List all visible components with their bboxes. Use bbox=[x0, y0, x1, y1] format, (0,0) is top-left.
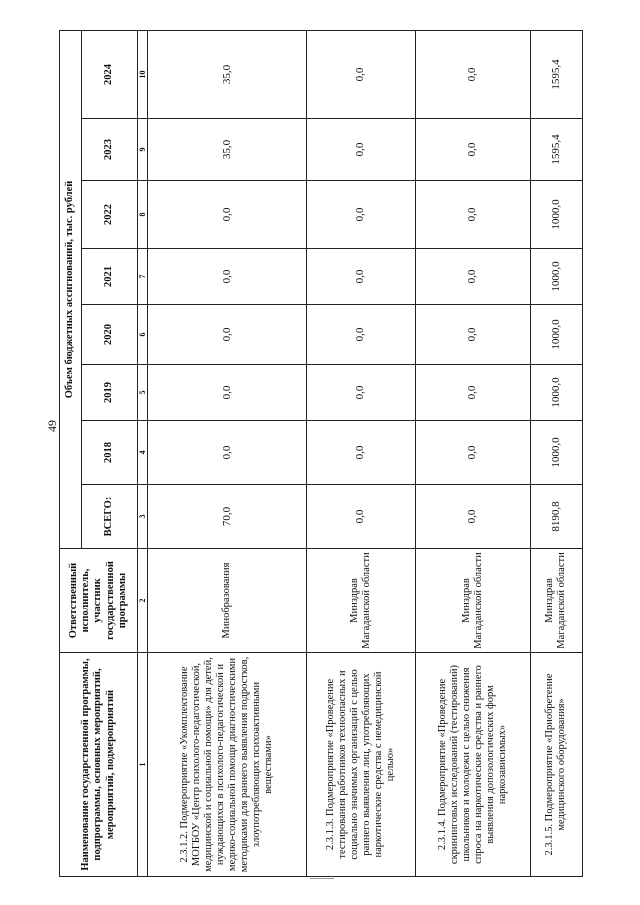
row-total: 8190,8 bbox=[530, 485, 582, 549]
footer-divider bbox=[310, 878, 334, 879]
col-number: 6 bbox=[138, 305, 148, 365]
header-year: 2018 bbox=[82, 421, 138, 485]
header-year: 2024 bbox=[82, 30, 138, 118]
row-value: 0,0 bbox=[415, 365, 530, 421]
column-number-row bbox=[138, 30, 148, 876]
row-value: 1000,0 bbox=[530, 181, 582, 249]
budget-table bbox=[59, 30, 583, 877]
row-total: 0,0 bbox=[306, 485, 415, 549]
table-row bbox=[306, 30, 415, 876]
row-executor: Минобразования bbox=[148, 549, 307, 653]
row-value: 1000,0 bbox=[530, 365, 582, 421]
row-name: 2.3.1.2. Подмероприятие «Укомплектование МОГБОУ «Центр психолого-педагогической, медицинской и социальной помощи» для детей, нуждающихся в психолого-педагогической и медико-социальной помощи диагностическими методиками для раннего выявления подростков, злоупотребляющих психоактивными веществами» bbox=[148, 653, 307, 877]
header-total: ВСЕГО: bbox=[82, 485, 138, 549]
header-year: 2023 bbox=[82, 119, 138, 181]
row-value: 0,0 bbox=[415, 181, 530, 249]
header-budget-group: Объем бюджетных ассигнований, тыс. рублей bbox=[60, 30, 82, 548]
col-number: 4 bbox=[138, 421, 148, 485]
col-number: 7 bbox=[138, 249, 148, 305]
col-number: 5 bbox=[138, 365, 148, 421]
row-value: 0,0 bbox=[148, 249, 307, 305]
row-name: 2.3.1.4. Подмероприятие «Проведение скрининговых исследований (тестирований) школьников и молодежи с целью снижения спроса на наркотические средства и раннего выявления допозологических форм наркозависимых» bbox=[415, 653, 530, 877]
row-value: 0,0 bbox=[415, 119, 530, 181]
row-value: 1000,0 bbox=[530, 249, 582, 305]
col-number: 8 bbox=[138, 181, 148, 249]
row-value: 0,0 bbox=[306, 249, 415, 305]
row-total: 70,0 bbox=[148, 485, 307, 549]
header-executor: Ответственный исполнитель, участник государственной программы bbox=[60, 549, 138, 653]
row-value: 1000,0 bbox=[530, 421, 582, 485]
row-value: 0,0 bbox=[306, 119, 415, 181]
header-name: Наименование государственной программы, подпрограммы, основных мероприятий, мероприятий, подмероприятий bbox=[60, 653, 138, 877]
col-number: 9 bbox=[138, 119, 148, 181]
row-value: 0,0 bbox=[148, 181, 307, 249]
row-name: 2.3.1.3. Подмероприятие «Проведение тестирования работников техноопасных и социально значимых организаций с целью раннего выявления лиц, употребляющих наркотические средства с немедицинской целью» bbox=[306, 653, 415, 877]
header-year: 2021 bbox=[82, 249, 138, 305]
table-row bbox=[148, 30, 307, 876]
row-value: 0,0 bbox=[306, 181, 415, 249]
row-value: 0,0 bbox=[148, 305, 307, 365]
row-executor: Минздрав Магаданской области bbox=[530, 549, 582, 653]
budget-table-wrapper bbox=[59, 31, 583, 877]
row-value: 0,0 bbox=[415, 249, 530, 305]
row-value: 1595,4 bbox=[530, 119, 582, 181]
row-value: 1000,0 bbox=[530, 305, 582, 365]
row-name: 2.3.1.5. Подмероприятие «Приобретение медицинского оборудования» bbox=[530, 653, 582, 877]
row-executor: Минздрав Магаданской области bbox=[415, 549, 530, 653]
col-number: 1 bbox=[138, 653, 148, 877]
row-executor: Минздрав Магаданской области bbox=[306, 549, 415, 653]
row-total: 0,0 bbox=[415, 485, 530, 549]
table-row bbox=[530, 30, 582, 876]
row-value: 0,0 bbox=[306, 421, 415, 485]
header-year: 2022 bbox=[82, 181, 138, 249]
header-year: 2020 bbox=[82, 305, 138, 365]
row-value: 0,0 bbox=[306, 305, 415, 365]
row-value: 0,0 bbox=[415, 30, 530, 118]
col-number: 2 bbox=[138, 549, 148, 653]
col-number: 10 bbox=[138, 30, 148, 118]
table-row bbox=[415, 30, 530, 876]
col-number: 3 bbox=[138, 485, 148, 549]
page-number: 49 bbox=[45, 420, 59, 432]
row-value: 0,0 bbox=[148, 421, 307, 485]
row-value: 35,0 bbox=[148, 30, 307, 118]
row-value: 1595,4 bbox=[530, 30, 582, 118]
row-value: 0,0 bbox=[306, 30, 415, 118]
row-value: 0,0 bbox=[148, 365, 307, 421]
header-year: 2019 bbox=[82, 365, 138, 421]
row-value: 35,0 bbox=[148, 119, 307, 181]
row-value: 0,0 bbox=[415, 421, 530, 485]
row-value: 0,0 bbox=[306, 365, 415, 421]
row-value: 0,0 bbox=[415, 305, 530, 365]
